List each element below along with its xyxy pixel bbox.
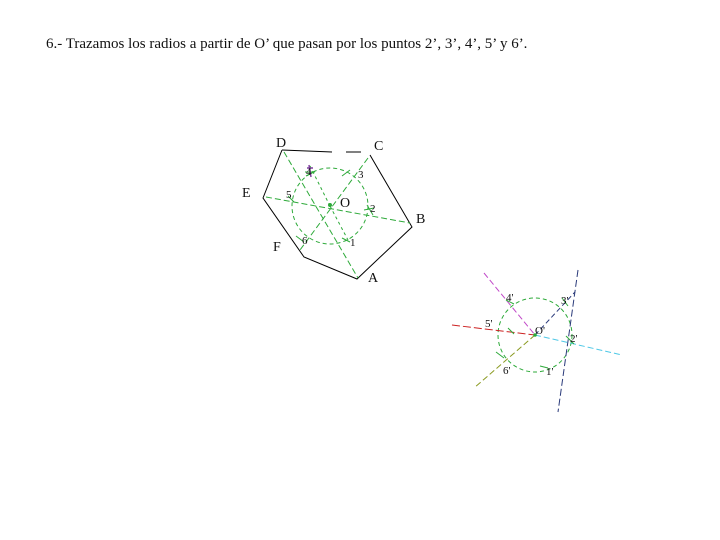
radius-line-1 [330,206,348,240]
point-label-3-prime: 3' [561,295,569,307]
point-label-5: 5 [286,189,292,201]
vertex-label-C: C [374,139,384,154]
radius-2-cyan [535,335,622,355]
point-label-4-prime: 4' [506,292,514,304]
point-label-6-prime: 6' [503,365,511,377]
point-label-3: 3 [358,169,364,181]
figure-2 [452,270,622,412]
radius-line-D-A [284,152,358,278]
point-label-5-prime: 5' [485,318,493,330]
hexagon-outline-right [263,150,412,279]
point-label-1-prime: 1' [546,366,554,378]
point-label-6: 6 [302,235,308,247]
radius-6-olive [474,335,535,388]
point-label-4: 4 [306,166,312,178]
figure-1 [242,136,425,286]
center-point-O [328,203,332,207]
point-label-2-prime: 2' [570,333,578,345]
center-label-O-prime: O' [535,325,545,337]
vertex-label-E: E [242,186,251,201]
caption-text: 6.- Trazamos los radios a partir de O’ que pasan por los puntos 2’, 3’, 4’, 5’ y 6’. [46,36,528,52]
point-label-1: 1 [350,237,356,249]
radius-5-red [452,325,535,335]
vertex-label-F: F [273,240,281,255]
hexagon-outline [282,150,332,152]
vertex-label-A: A [368,271,379,286]
vertex-label-B: B [416,212,426,227]
center-label-O: O [340,196,351,211]
vertex-label-D: D [276,136,287,151]
point-label-2: 2 [370,203,376,215]
